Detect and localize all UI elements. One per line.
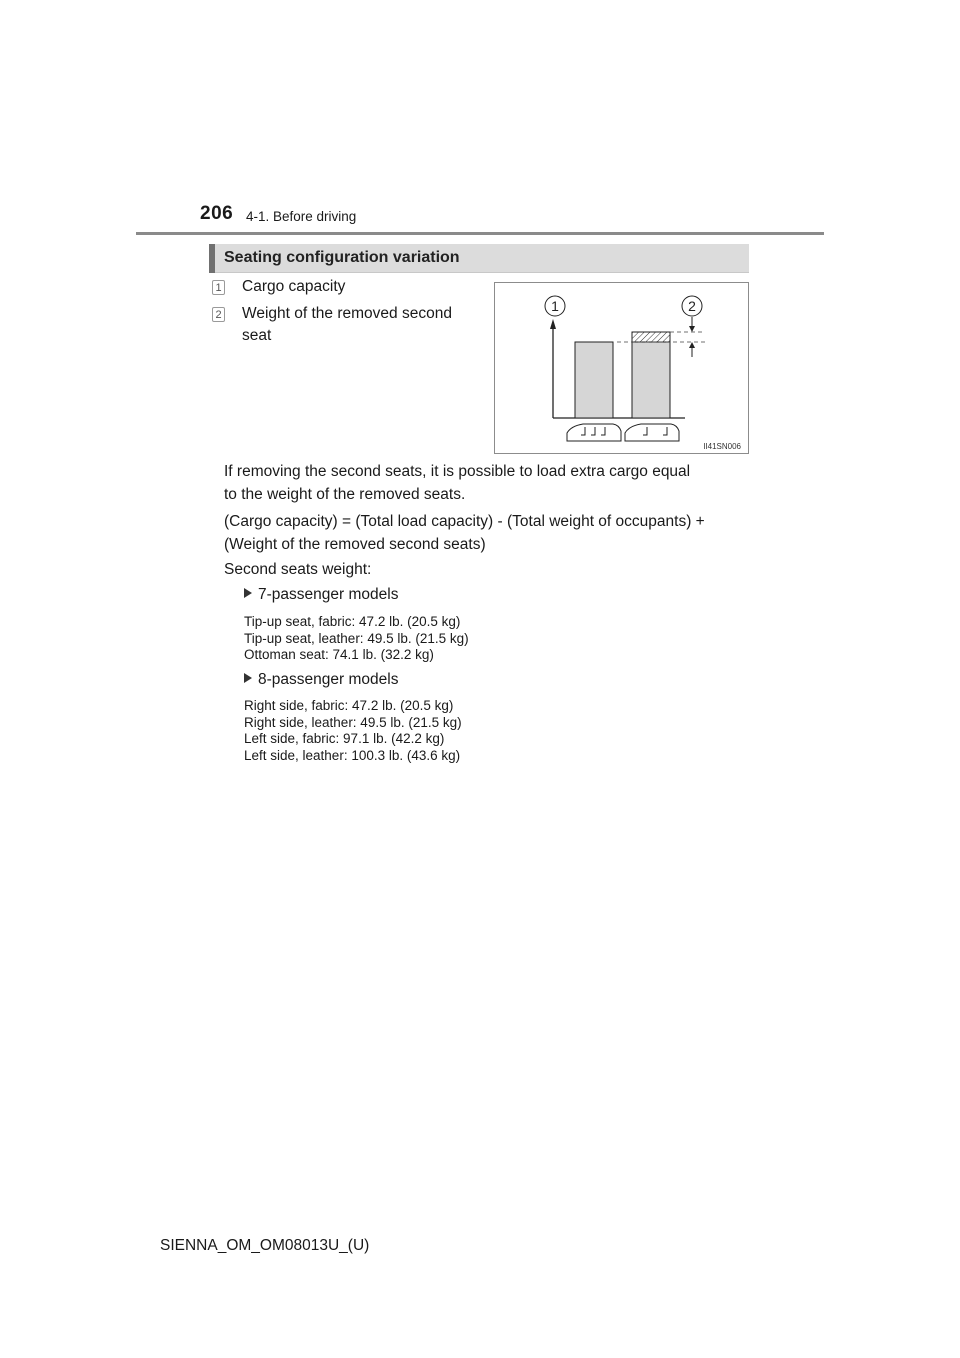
bar-three-rows — [575, 342, 613, 418]
list-7-passenger — [244, 614, 469, 664]
figure-code: II41SN006 — [703, 442, 741, 451]
para-3: Second seats weight: — [224, 561, 372, 578]
item-text-cargo-capacity: Cargo capacity — [242, 278, 346, 295]
list-item: Left side, fabric: 97.1 lb. (42.2 kg) — [244, 731, 445, 746]
bar-extra-hatched — [632, 332, 670, 342]
section-label: 4-1. Before driving — [246, 209, 357, 224]
list-item: Tip-up seat, fabric: 47.2 lb. (20.5 kg) — [244, 614, 461, 629]
item-text-weight-line1: Weight of the removed second — [242, 305, 452, 322]
heading-text: Seating configuration variation — [224, 249, 460, 266]
bullet-7-passenger-label: 7-passenger models — [258, 586, 399, 603]
item-badge-2: 2 — [212, 307, 225, 322]
item-badge-1: 1 — [212, 280, 225, 295]
triangle-bullet-icon — [244, 673, 252, 683]
para-2-line-2: (Weight of the removed second seats) — [224, 536, 486, 553]
item-text-weight-line2: seat — [242, 327, 272, 344]
heading-accent — [209, 244, 215, 273]
list-item: Right side, fabric: 47.2 lb. (20.5 kg) — [244, 698, 454, 713]
callout-2 — [682, 296, 702, 316]
document-footer: SIENNA_OM_OM08013U_(U) — [160, 1237, 370, 1254]
callout-2-label: 2 — [688, 298, 696, 314]
list-item: Right side, leather: 49.5 lb. (21.5 kg) — [244, 714, 462, 730]
van-two-row-icon — [625, 424, 679, 441]
list-item: Ottoman seat: 74.1 lb. (32.2 kg) — [244, 647, 434, 662]
page-number: 206 — [200, 203, 234, 224]
cargo-capacity-figure — [494, 282, 749, 454]
cargo-diagram — [495, 283, 748, 453]
dimension-arrows — [689, 317, 695, 357]
callout-1 — [545, 296, 565, 316]
triangle-bullet-icon — [244, 588, 252, 598]
list-item: Tip-up seat, leather: 49.5 lb. (21.5 kg) — [244, 630, 469, 646]
section-heading — [209, 244, 749, 273]
bar-two-rows — [632, 342, 670, 418]
list-item: Left side, leather: 100.3 lb. (43.6 kg) — [244, 747, 461, 763]
van-three-row-icon — [567, 424, 621, 441]
list-8-passenger — [244, 698, 462, 764]
callout-1-label: 1 — [551, 298, 559, 314]
header-rule — [136, 232, 824, 235]
bullet-8-passenger-label: 8-passenger models — [258, 671, 399, 688]
para-1-line-2: to the weight of the removed seats. — [224, 486, 466, 503]
para-2-line-1: (Cargo capacity) = (Total load capacity) - (Total weight of occupants) + — [224, 513, 705, 530]
bullet-7-passenger — [244, 584, 398, 606]
bullet-8-passenger — [244, 669, 398, 691]
para-1-line-1: If removing the second seats, it is possible to load extra cargo equal — [224, 463, 691, 480]
